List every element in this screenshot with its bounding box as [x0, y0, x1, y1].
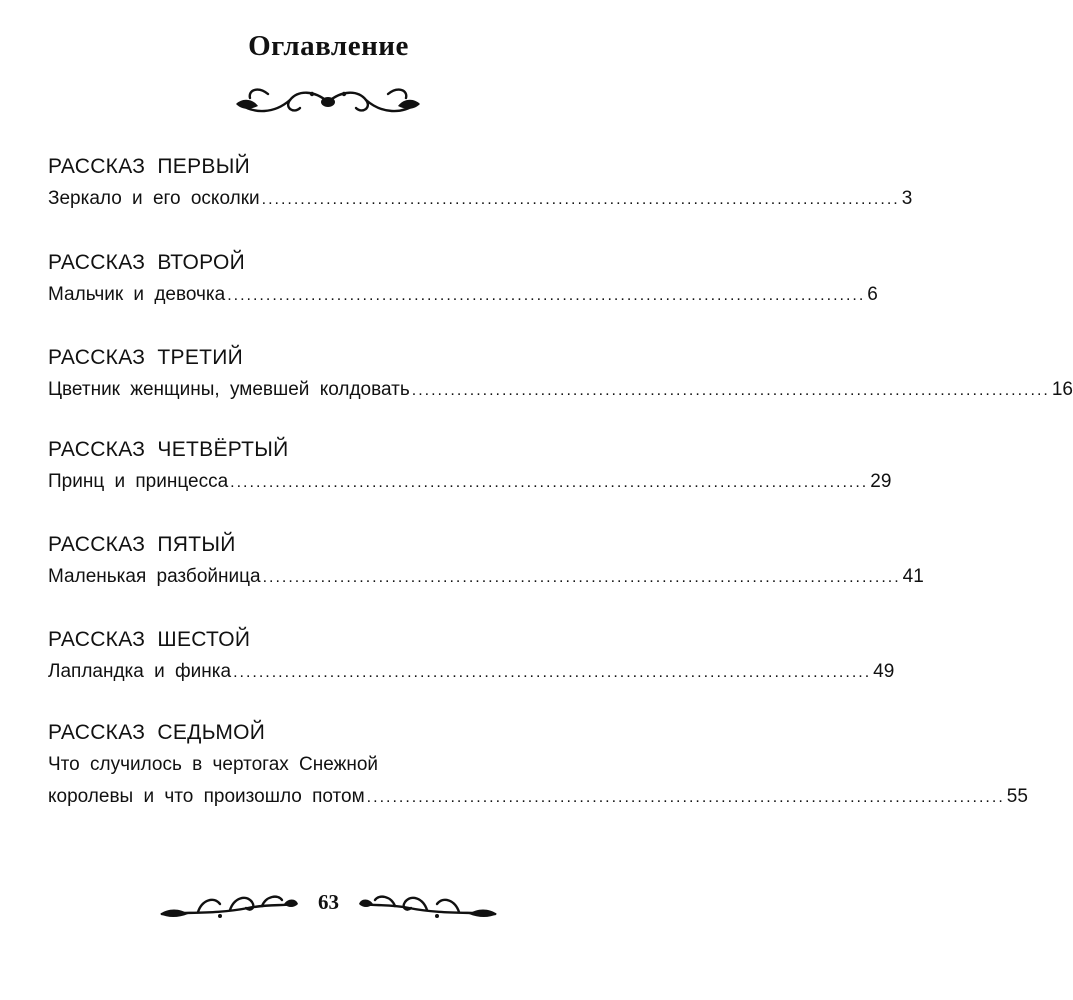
- toc-entry[interactable]: [48, 782, 1028, 813]
- entry-title: Лапландка и финка: [48, 661, 232, 682]
- toc-section-7: [48, 720, 1028, 813]
- dot-leader: ...................................................................................................: [233, 664, 872, 681]
- entry-page-number: 49: [873, 661, 895, 682]
- toc-section-5: [48, 532, 924, 593]
- entry-title: Цветник женщины, умевшей колдовать: [48, 379, 410, 400]
- entry-page-number: 41: [902, 566, 924, 587]
- toc-section-3: [48, 345, 1073, 406]
- toc-entry[interactable]: [48, 562, 924, 593]
- entry-title: Принц и принцесса: [48, 471, 229, 492]
- entry-page-number: 16: [1051, 379, 1073, 400]
- dot-leader: ...................................................................................................: [366, 789, 1005, 806]
- toc-entry[interactable]: [48, 467, 892, 498]
- toc-entry[interactable]: [48, 375, 1073, 406]
- chapter-heading: РАССКАЗ ПЯТЫЙ: [48, 533, 236, 556]
- toc-section-4: [48, 437, 892, 498]
- toc-entry[interactable]: [48, 657, 895, 688]
- toc-entry[interactable]: [48, 280, 878, 311]
- page-title: Оглавление: [248, 30, 409, 62]
- page-number: 63: [318, 890, 339, 914]
- chapter-heading: РАССКАЗ ТРЕТИЙ: [48, 346, 244, 369]
- chapter-heading: РАССКАЗ ЧЕТВЁРТЫЙ: [48, 438, 289, 461]
- entry-title: Мальчик и девочка: [48, 284, 226, 305]
- entry-title: Маленькая разбойница: [48, 566, 261, 587]
- toc-section-6: [48, 627, 895, 688]
- dot-leader: ...................................................................................................: [411, 382, 1050, 399]
- entry-page-number: 29: [870, 471, 892, 492]
- dot-leader: ...................................................................................................: [230, 474, 869, 491]
- entry-title-line2: королевы и что произошло потом: [48, 786, 365, 807]
- chapter-heading: РАССКАЗ СЕДЬМОЙ: [48, 721, 266, 744]
- dot-leader: ...................................................................................................: [262, 569, 901, 586]
- entry-page-number: 55: [1006, 786, 1028, 807]
- toc-entry[interactable]: [48, 184, 913, 215]
- toc-section-1: [48, 154, 913, 215]
- chapter-heading: РАССКАЗ ПЕРВЫЙ: [48, 155, 250, 178]
- toc-section-2: [48, 250, 878, 311]
- entry-page-number: 3: [901, 188, 913, 209]
- chapter-heading: РАССКАЗ ШЕСТОЙ: [48, 628, 251, 651]
- flourish-ornament-icon: [228, 84, 428, 120]
- entry-title: Зеркало и его осколки: [48, 188, 260, 209]
- chapter-heading: РАССКАЗ ВТОРОЙ: [48, 251, 245, 274]
- dot-leader: ...................................................................................................: [261, 191, 900, 208]
- entry-title-line1[interactable]: Что случилось в чертогах Снежной: [48, 754, 378, 775]
- entry-page-number: 6: [867, 284, 878, 305]
- dot-leader: ...................................................................................................: [227, 287, 866, 304]
